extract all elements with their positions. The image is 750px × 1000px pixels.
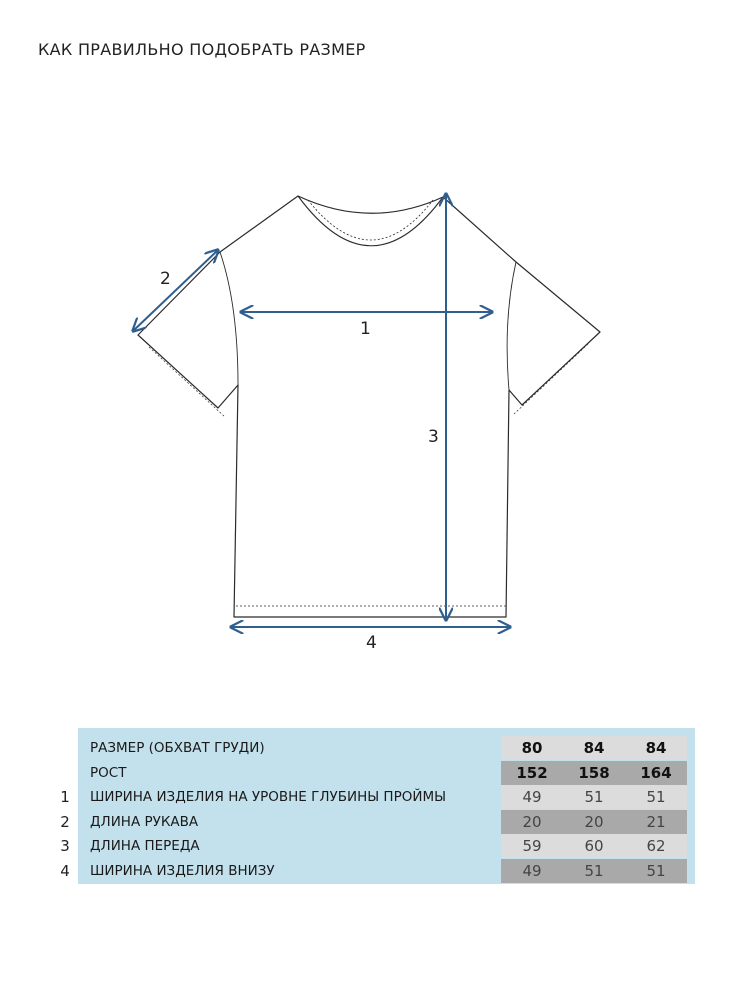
value-cell: 62 (646, 837, 666, 855)
row-label: ШИРИНА ИЗДЕЛИЯ ВНИЗУ (90, 863, 275, 879)
value-cell: 51 (646, 862, 666, 880)
row-number: 2 (60, 813, 70, 831)
label-sleeve-length: 2 (160, 269, 171, 289)
value-cell: 60 (584, 837, 604, 855)
row-label: РОСТ (90, 765, 127, 781)
value-cells (501, 761, 687, 785)
row-label: ДЛИНА ПЕРЕДА (90, 838, 200, 854)
table-row (78, 859, 695, 883)
label-bottom-width: 4 (366, 633, 377, 653)
value-cells (501, 859, 687, 883)
page-title: КАК ПРАВИЛЬНО ПОДОБРАТЬ РАЗМЕР (38, 40, 366, 59)
table-row (78, 736, 695, 760)
value-cell: 51 (646, 788, 666, 806)
table-row (78, 785, 695, 809)
value-cell: 59 (522, 837, 542, 855)
value-cell: 20 (584, 813, 604, 831)
row-label: ДЛИНА РУКАВА (90, 814, 199, 830)
row-number: 1 (60, 788, 70, 806)
value-cell: 49 (522, 862, 542, 880)
value-cells (501, 810, 687, 834)
row-label: ШИРИНА ИЗДЕЛИЯ НА УРОВНЕ ГЛУБИНЫ ПРОЙМЫ (90, 789, 447, 805)
value-cell: 20 (522, 813, 542, 831)
value-cell: 80 (521, 739, 543, 757)
value-cells (501, 834, 687, 858)
value-cells (501, 736, 687, 760)
row-label: РАЗМЕР (ОБХВАТ ГРУДИ) (90, 740, 265, 756)
value-cell: 21 (646, 813, 666, 831)
row-number: 3 (60, 837, 70, 855)
value-cell: 51 (584, 788, 604, 806)
size-table (78, 728, 695, 884)
row-number: 4 (60, 862, 70, 880)
table-row (78, 834, 695, 858)
value-cell: 152 (516, 764, 548, 782)
table-row (78, 810, 695, 834)
value-cell: 51 (584, 862, 604, 880)
value-cell: 84 (583, 739, 605, 757)
label-chest-width: 1 (360, 319, 371, 339)
table-row (78, 761, 695, 785)
value-cell: 164 (640, 764, 672, 782)
label-front-length: 3 (428, 427, 439, 447)
value-cell: 49 (522, 788, 542, 806)
value-cell: 84 (645, 739, 667, 757)
value-cells (501, 785, 687, 809)
value-cell: 158 (578, 764, 610, 782)
